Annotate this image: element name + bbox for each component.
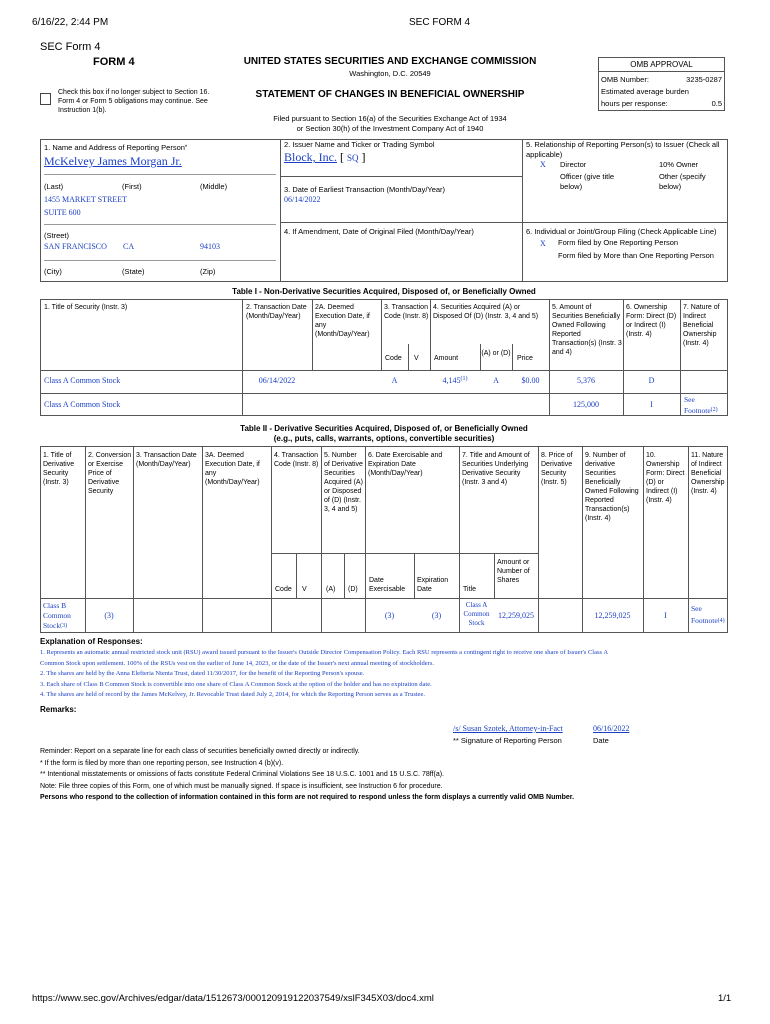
zip-value: 94103 <box>200 242 220 251</box>
filed-pursuant-2: or Section 30(h) of the Investment Company Act of 1940 <box>296 124 484 133</box>
sec-form-label: SEC Form 4 <box>40 41 101 53</box>
first-label: (First) <box>122 182 142 191</box>
print-page-title: SEC FORM 4 <box>409 17 471 28</box>
city-label: (City) <box>44 267 62 276</box>
t1-col5-header: 5. Amount of Securities Beneficially Owned Following Reported Transaction(s) (Instr. 3 and 4) <box>552 304 622 356</box>
t1-col2-header: 2. Transaction Date (Month/Day/Year) <box>246 304 307 320</box>
t2-row-nature: See Footnote$^{(4)}$ <box>691 604 725 625</box>
t1-price-header: Price <box>517 355 533 362</box>
street-label: (Street) <box>44 231 70 240</box>
t2-col4-header: 4. Transaction Code (Instr. 8) <box>274 452 319 468</box>
city-value: SAN FRANCISCO <box>44 242 107 251</box>
one-person-label: Form filed by One Reporting Person <box>558 238 679 247</box>
t2-row-form: I <box>664 611 667 620</box>
omb-number-value: 3235-0287 <box>686 75 722 84</box>
t1-col3-header: 3. Transaction Code (Instr. 8) <box>384 304 429 320</box>
zip-label: (Zip) <box>200 267 216 276</box>
t1-row2-form: I <box>650 400 653 409</box>
table2-title: Table II - Derivative Securities Acquired, Disposed of, or Beneficially Owned <box>240 424 528 433</box>
t2-row-date-ex: (3) <box>384 611 395 620</box>
t1-col6-header: 6. Ownership Form: Direct (D) or Indirect (I) (Instr. 4) <box>626 304 677 338</box>
t1-row2-title: Class A Common Stock <box>44 400 121 409</box>
t1-col2a-header: 2A. Deemed Execution Date, if any (Month/Day/Year) <box>315 304 370 338</box>
statement-title: STATEMENT OF CHANGES IN BENEFICIAL OWNERSHIP <box>255 89 525 100</box>
omb-number-label: OMB Number: <box>601 75 649 84</box>
checkbox-text: Check this box if no longer subject to Section 16. Form 4 or Form 5 obligations may continue. See Instruction 1(b). <box>58 89 210 114</box>
note-3: 3. Each share of Class B Common Stock is convertible into one share of Class A Common Stock at the option of the holder and has no expiration date. <box>40 680 432 688</box>
t2-row-conv: (3) <box>104 611 114 620</box>
no-longer-subject-checkbox[interactable] <box>40 93 51 105</box>
t2-col9-header: 9. Number of derivative Securities Beneficially Owned Following Reported Transaction(s) (Instr. 4) <box>585 452 639 522</box>
t2-col3-header: 3. Transaction Date (Month/Day/Year) <box>136 452 197 468</box>
filed-pursuant-1: Filed pursuant to Section 16(a) of the Securities Exchange Act of 1934 <box>273 114 507 123</box>
state-value: CA <box>123 242 135 251</box>
signature-label: ** Signature of Reporting Person <box>453 736 562 745</box>
earliest-transaction-label: 3. Date of Earliest Transaction (Month/Day/Year) <box>284 185 446 194</box>
amendment-label: 4. If Amendment, Date of Original Filed (Month/Day/Year) <box>284 227 474 236</box>
agency-title: UNITED STATES SECURITIES AND EXCHANGE COMMISSION <box>243 56 537 67</box>
t2-row-title: Class B Common Stock$^{(3)}$ <box>43 601 71 630</box>
t2-col1-header: 1. Title of Derivative Security (Instr. 3) <box>43 452 75 486</box>
issuer-name-block: Block, Inc. [ SQ ] <box>284 150 366 164</box>
multi-person-label: Form filed by More than One Reporting Person <box>558 251 714 260</box>
middle-label: (Middle) <box>200 182 228 191</box>
last-label: (Last) <box>44 182 64 191</box>
t2-d-header: (D) <box>348 586 358 593</box>
t1-col7-header: 7. Nature of Indirect Beneficial Ownership (Instr. 4) <box>683 304 720 347</box>
footer-omb-note: Persons who respond to the collection of information contained in this form are not required to respond unless the form displays a currently valid OMB Number. <box>40 794 575 801</box>
director-mark: X <box>540 160 546 169</box>
t2-row-exp: (3) <box>431 611 442 620</box>
t2-row-underlying-amount: 12,259,025 <box>498 611 534 620</box>
note-2: 2. The shares are held by the Anna Elefteria Ntenta Trust, dated 11/30/2017, for the benefit of the Reporting Person's spouse. <box>40 670 365 677</box>
explanation-notes <box>40 648 728 701</box>
footer-misstatements: ** Intentional misstatements or omissions of facts constitute Federal Criminal Violations See 18 U.S.C. 1001 and 15 U.S.C. 78ff(a). <box>40 771 444 778</box>
print-page-number: 1/1 <box>718 993 732 1004</box>
agency-location: Washington, D.C. 20549 <box>349 69 431 78</box>
t1-row1-price: $0.00 <box>521 376 540 385</box>
issuer-label: 2. Issuer Name and Ticker or Trading Symbol <box>284 140 435 149</box>
issuer-ticker: SQ <box>347 153 359 163</box>
signature-date: 06/16/2022 <box>593 724 630 733</box>
t1-col1-header: 1. Title of Security (Instr. 3) <box>44 304 128 311</box>
t2-row-underlying-title: Class A Common Stock <box>463 601 490 627</box>
t1-row1-ad: A <box>493 376 499 385</box>
address-line-1: 1455 MARKET STREET <box>44 195 127 204</box>
t1-row2-owned: 125,000 <box>573 400 599 409</box>
explanation-heading: Explanation of Responses: <box>40 637 143 646</box>
t2-col7-header: 7. Title and Amount of Securities Underlying Derivative Security (Instr. 3 and 4) <box>462 452 530 486</box>
t2-row-owned: 12,259,025 <box>594 611 631 620</box>
remarks-heading: Remarks: <box>40 705 77 714</box>
table2-subtitle: (e.g., puts, calls, warrants, options, convertible securities) <box>273 434 495 443</box>
t1-row1-title: Class A Common Stock <box>44 376 121 385</box>
t1-v-header: V <box>414 355 419 362</box>
footer-notes <box>40 746 730 804</box>
t1-amount-header: Amount <box>434 355 459 362</box>
reporting-person-label: 1. Name and Address of Reporting Person* <box>44 143 188 152</box>
footer-copies: Note: File three copies of this Form, one of which must be manually signed. If space is insufficient, see Instruction 6 for procedure. <box>40 782 443 790</box>
t1-ad-header: (A) or (D) <box>481 350 511 357</box>
relationship-label: 5. Relationship of Reporting Person(s) to Issuer (Check all applicable) <box>526 140 720 159</box>
earliest-transaction-date: 06/14/2022 <box>284 195 321 204</box>
signature-name: /s/ Susan Szotek, Attorney-in-Fact <box>453 724 563 733</box>
issuer-name[interactable]: Block, Inc. <box>284 150 337 164</box>
t2-exp-header: Expiration Date <box>417 577 449 593</box>
t2-v-header: V <box>302 586 307 593</box>
t1-row2-nature: See Footnote$^{(2)}$ <box>684 395 718 415</box>
signature-date-label: Date <box>593 736 609 745</box>
officer-label: Officer (give title below) <box>560 172 615 191</box>
form-number: FORM 4 <box>93 56 135 68</box>
t1-row1-code: A <box>391 376 398 385</box>
note-1a: 1. Represents an automatic annual restricted stock unit (RSU) award issued pursuant to the Issuer's Outside Director Compensation Policy. Each RSU represents a contingent right to receive one share of Issuer's Class A <box>40 649 609 656</box>
t1-code-header: Code <box>385 355 402 362</box>
omb-hours-value: 0.5 <box>711 99 722 108</box>
t2-col11-header: 11. Nature of Indirect Beneficial Ownership (Instr. 4) <box>691 452 725 495</box>
t2-date-ex-header: Date Exercisable <box>369 577 406 593</box>
t1-row1-date: 06/14/2022 <box>258 376 296 385</box>
t2-col5-header: 5. Number of Derivative Securities Acquired (A) or Disposed of (D) (Instr. 3, 4 and 5) <box>324 452 363 513</box>
one-person-mark: X <box>540 239 546 248</box>
filing-label: 6. Individual or Joint/Group Filing (Check Applicable Line) <box>526 227 717 236</box>
table1-title: Table I - Non-Derivative Securities Acquired, Disposed of, or Beneficially Owned <box>232 287 536 296</box>
t2-col3a-header: 3A. Deemed Execution Date, if any (Month/Day/Year) <box>205 452 260 486</box>
omb-burden-label: Estimated average burden <box>601 87 689 96</box>
address-line-2: SUITE 600 <box>44 208 81 217</box>
director-label: Director <box>560 160 587 169</box>
note-1b: Common Stock upon settlement. 100% of the RSUs vest on the earlier of June 14, 2023, or the date of the Issuer's next annual meeting of stockholders. <box>40 659 434 667</box>
other-label: Other (specify below) <box>659 172 706 191</box>
ten-pct-owner-label: 10% Owner <box>659 160 699 169</box>
t2-col2-header: 2. Conversion or Exercise Price of Derivative Security <box>88 452 132 495</box>
t2-code-header: Code <box>275 586 292 593</box>
omb-hours-label: hours per response: <box>601 99 668 108</box>
omb-title: OMB APPROVAL <box>630 60 693 69</box>
t2-a-header: (A) <box>326 586 336 593</box>
t2-col8-header: 8. Price of Derivative Security (Instr. 5) <box>541 452 573 486</box>
t2-col10-header: 10. Ownership Form: Direct (D) or Indirect (I) (Instr. 4) <box>646 452 685 504</box>
t1-row1-form: D <box>648 376 655 385</box>
t1-row1-owned: 5,376 <box>577 376 595 385</box>
t1-col4-header: 4. Securities Acquired (A) or Disposed Of (D) (Instr. 3, 4 and 5) <box>433 304 539 320</box>
state-label: (State) <box>122 267 145 276</box>
reporting-person-name[interactable]: McKelvey James Morgan Jr. <box>44 154 182 168</box>
print-datetime: 6/16/22, 2:44 PM <box>32 17 109 28</box>
t1-row1-amount: 4,145$^{(1)}$ <box>442 376 468 385</box>
footer-reminder: Reminder: Report on a separate line for each class of securities beneficially owned directly or indirectly. <box>40 748 360 755</box>
print-url: https://www.sec.gov/Archives/edgar/data/1512673/000120919122037549/xslF345X03/doc4.xml <box>32 993 434 1004</box>
t2-amount-header: Amount or Number of Shares <box>497 559 530 584</box>
t2-title-header: Title <box>463 586 476 593</box>
t2-col6-header: 6. Date Exercisable and Expiration Date (Month/Day/Year) <box>368 452 443 477</box>
note-4: 4. The shares are held of record by the James McKelvey, Jr. Revocable Trust dated July 2, 2014, for which the Reporting Person serves as a Trustee. <box>40 691 426 698</box>
footer-multi-person: * If the form is filed by more than one reporting person, see Instruction 4 (b)(v). <box>40 759 284 767</box>
